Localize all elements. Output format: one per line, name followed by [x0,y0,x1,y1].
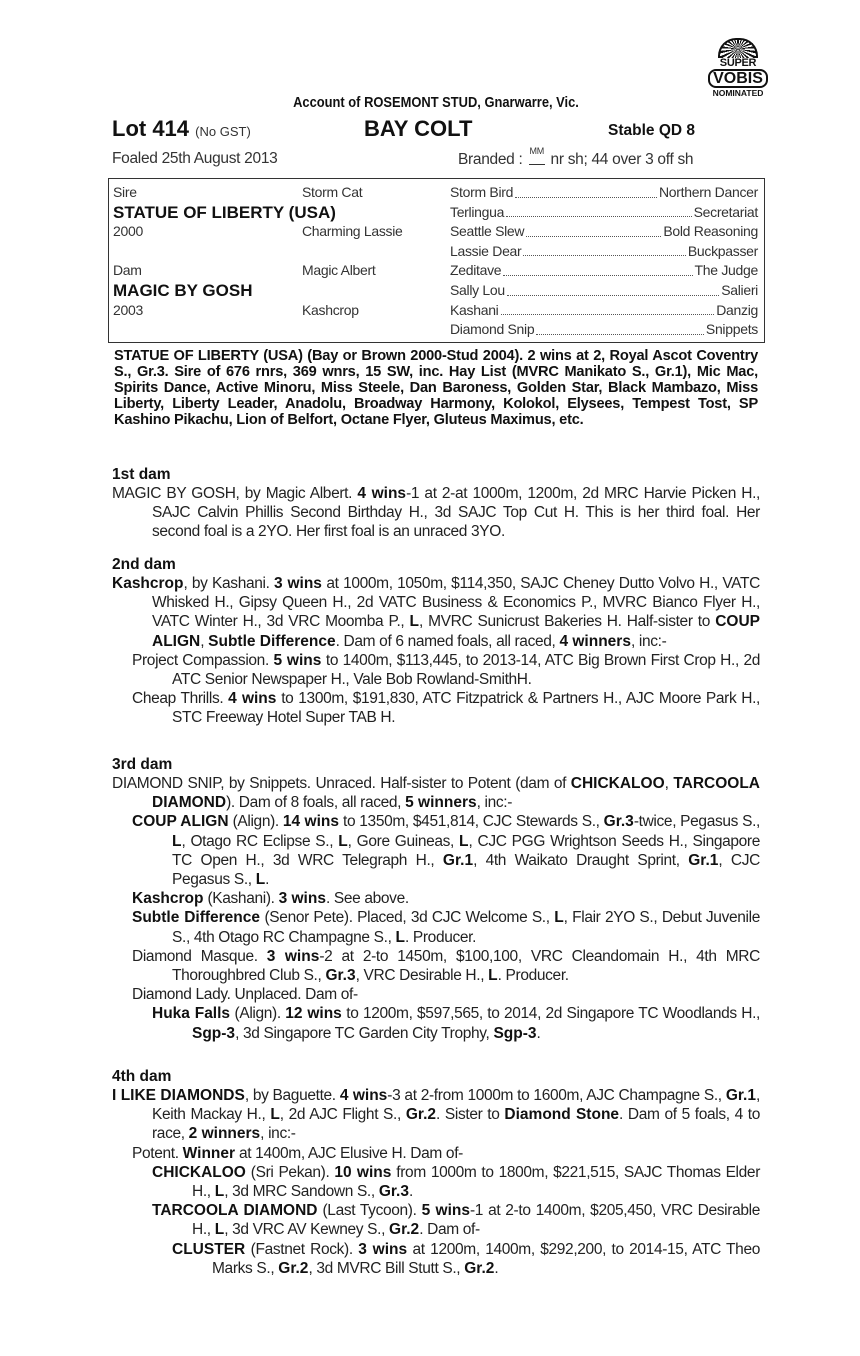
text: Cheap Thrills. [132,690,229,708]
brand-mark-icon [529,150,545,165]
text: ). Dam of 8 foals, all raced, [226,794,406,812]
text: (Fastnet Rock). [245,1240,359,1258]
text: . See above. [325,890,409,908]
text: . Dam of- [419,1221,480,1239]
bold-text: L [395,928,405,946]
horse-description: BAY COLT [364,116,473,141]
bold-text: Gr.3 [378,1183,409,1201]
logo-line-3: NOMINATED [712,88,764,98]
grandparent-row [450,222,758,242]
sire-summary: STATUE OF LIBERTY (USA) (Bay or Brown 2000-Stud 2004). 2 wins at 2, Royal Ascot Coventry S., Gr.3. Sire of 676 rnrs, 369 wnrs, 15 SW, inc. Hay List (MVRC Manikato S., Gr.1), Mic Mac, Spirits Dance, Active Minoru, Miss Steele, Dan Baroness, Golden Star, Black Mambazo, Miss Liberty, Liberty Leader, Anadolu, Broadway Harmony, Kolokol, Elysees, Tempest Tost, SP Kashino Pikachu, Lion of Belfort, Octane Flyer, Gluteus Maximus, etc. [114,348,758,428]
stable-location: Stable QD 8 [608,122,695,139]
dot-leader [526,222,661,237]
bold-text: 4 winners [559,632,631,650]
text: , 3d MRC Sandown S., [224,1183,379,1201]
bold-text: Sgp-3 [192,1024,236,1042]
pedigree-entry [112,908,760,946]
bold-text: 14 wins [282,813,339,831]
great-grandsire-name: Northern Dancer [659,184,758,200]
text: . Dam of 6 named foals, all raced, [335,632,560,650]
dot-leader [501,301,715,316]
text: . Sister to [436,1106,505,1124]
dam-sire: Magic Albert [302,262,376,278]
grandparent-row [450,301,758,321]
bold-text: Gr.2 [389,1221,420,1239]
grandparent-row [450,203,758,223]
bold-text: Gr.2 [405,1106,437,1124]
text: , 4th Waikato Draught Sprint, [473,851,689,869]
lot-gst-note: (No GST) [195,124,251,139]
text: to 1350m, $451,814, CJC Stewards S., [338,813,604,831]
text: to 1400m, $113,445, to 2013-14, ATC Big Brown First Crop H., 2d ATC Senior Newspaper H., Vale Bob Rowland-SmithH. [172,651,760,689]
text: Potent. [132,1144,183,1162]
text: , Keith Mackay H., [152,1087,760,1124]
grandparent-row [450,261,758,281]
bold-text: CHICKALOO [570,775,665,792]
text: , Flair 2YO S., Debut Juvenile S., 4th Otago RC Champagne S., [172,909,760,946]
pedigree-entry [112,812,760,889]
dam-dam: Kashcrop [302,302,359,318]
bold-text: Winner [182,1144,236,1162]
bold-text: 5 winners [405,794,477,812]
logo-line-2: VOBIS [708,69,768,88]
text: -1 at 2-at 1000m, 1200m, 2d MRC Harvie Picken H., SAJC Calvin Phillis Second Birthday H., 3d SAJC Top Cut H. This is her third foal. Her second foal is a 2YO. Her first foal is an unraced 3YO. [152,485,760,541]
pedigree-entry [112,889,760,908]
bold-text: 10 wins [334,1163,392,1181]
section-heading: 3rd dam [112,756,173,773]
bold-text: 3 wins [278,890,326,908]
vendor-account: Account of ROSEMONT STUD, Gnarwarre, Vic. [293,94,579,111]
great-grandsire-name: The Judge [694,262,758,279]
sire-name: STATUE OF LIBERTY (USA) [113,203,336,222]
bold-text: L [255,871,266,889]
text: , 2d AJC Flight S., [279,1106,406,1124]
logo-line-1: SUPER [719,57,757,69]
pedigree-entry [112,774,760,812]
bold-text: TARCOOLA DIAMOND [152,1202,318,1220]
bold-text: 3 wins [358,1240,408,1258]
text: , inc:- [476,794,513,812]
text: , inc:- [260,1125,296,1143]
dot-leader [515,183,657,198]
bold-text: COUP ALIGN [152,613,760,650]
branded-text: nr sh; 44 over 3 off sh [550,151,694,168]
sun-emblem-icon [718,38,758,58]
dam-year: 2003 [113,302,143,318]
brand-info [458,150,693,169]
dam-section [112,465,760,542]
dam-section [112,1067,760,1278]
bold-text: L [409,613,419,631]
pedigree-entry [112,947,760,985]
text: . Producer. [497,967,569,985]
bold-text: Kashcrop [132,890,204,908]
dam-label: Dam [113,262,142,278]
text: , by Kashani. [183,575,275,592]
text: . [494,1259,499,1277]
grandparent-name: Kashani [450,301,499,318]
section-heading: 1st dam [112,466,171,483]
bold-text: L [214,1221,225,1239]
bold-text: 12 wins [285,1005,342,1023]
dam-name: MAGIC BY GOSH [113,281,253,300]
text: . [265,871,270,889]
bold-text: 5 wins [273,651,322,669]
pedigree-entry [112,1004,760,1042]
grandparent-name: Sally Lou [450,282,505,298]
grandparent-row [450,281,758,301]
bold-text: CHICKALOO [152,1163,246,1181]
text: , VRC Desirable H., [355,967,489,985]
pedigree-entry [112,484,760,542]
bold-text: Subtle Difference [132,909,261,927]
text: , by Baguette. [244,1087,340,1104]
text: (Align). [230,1005,286,1023]
section-heading: 4th dam [112,1068,172,1085]
text: MAGIC BY GOSH, by Magic Albert. [112,485,358,502]
grandparent-row [450,242,758,262]
bold-text: L [488,967,498,985]
text: (Sri Pekan). [245,1163,335,1181]
grandparent-name: Storm Bird [450,184,514,200]
text: , MVRC Sunicrust Bakeries H. Half-sister to [418,613,716,631]
dam-section [112,755,760,1043]
text: Diamond Lady. Unplaced. Dam of- [132,986,358,1004]
lot-label: Lot 414 [112,116,190,141]
dot-leader [506,203,691,218]
text: , inc:- [630,632,667,650]
pedigree-entry [112,1201,760,1239]
bold-text: L [270,1106,280,1124]
bold-text: L [554,909,564,927]
bold-text: 4 wins [228,690,277,708]
pedigree-entry [112,574,760,651]
bold-text: 4 wins [357,485,407,502]
great-grandsire-name: Secretariat [693,203,758,220]
text: DIAMOND SNIP, by Snippets. Unraced. Half-sister to Potent (dam of [112,775,571,792]
text: from 1000m to 1800m, $221,515, SAJC Thomas Elder H., [192,1163,760,1201]
text: , 3d VRC AV Kewney S., [224,1221,390,1239]
text: , 3d Singapore TC Garden City Trophy, [235,1024,494,1042]
grandparent-name: Terlingua [450,203,505,220]
bold-text: 3 wins [274,575,322,592]
text: -2 at 2-to 1450m, $100,100, VRC Cleandomain H., 4th MRC Thoroughbred Club S., [172,947,760,985]
text: to 1300m, $191,830, ATC Fitzpatrick & Partners H., AJC Moore Park H., STC Freeway Hotel Super TAB H. [172,690,760,727]
bold-text: 3 wins [266,947,320,965]
text: to 1200m, $597,565, to 2014, 2d Singapore TC Woodlands H., [341,1005,760,1023]
text: at 1400m, AJC Elusive H. Dam of- [235,1144,463,1162]
branded-label: Branded : [458,151,523,168]
grandparent-name: Lassie Dear [450,242,522,259]
bold-text: Diamond Stone [504,1106,620,1124]
pedigree-entry [112,1240,760,1278]
bold-text: Gr.1 [688,851,719,869]
bold-text: 4 wins [339,1087,388,1104]
foaled-date: Foaled 25th August 2013 [112,150,278,167]
great-grandsire-name: Salieri [721,282,758,298]
text: (Last Tycoon). [317,1202,422,1220]
text: , 3d MVRC Bill Stutt S., [308,1259,465,1277]
grandparent-name: Zeditave [450,262,502,279]
pedigree-table [108,178,765,343]
sire-year: 2000 [113,223,143,239]
text: , Gore Guineas, [347,832,460,850]
text: . Dam of 5 foals, 4 to race, [152,1106,760,1143]
pedigree-entry [112,689,760,727]
bold-text: CLUSTER [172,1240,246,1258]
pedigree-entry [112,985,760,1004]
text: -3 at 2-from 1000m to 1600m, AJC Champagne S., [387,1087,726,1104]
grandparent-name: Diamond Snip [450,321,535,338]
text: . [408,1183,413,1201]
text: , CJC PGG Wrightson Seeds H., Singapore TC Open H., 3d WRC Telegraph H., [172,832,761,869]
great-grandsire-name: Buckpasser [687,242,758,259]
dot-leader [523,242,685,257]
bold-text: L [459,832,469,850]
bold-text: Sgp-3 [493,1024,537,1042]
dot-leader [507,281,719,296]
grandparent-row [450,183,758,203]
text: , CJC Pegasus S., [172,851,760,889]
text: , Otago RC Eclipse S., [181,832,339,850]
text: (Align). [228,813,283,831]
text: , [664,775,674,792]
text: at 1000m, 1050m, $114,350, SAJC Cheney Dutto Volvo H., VATC Whisked H., Gipsy Queen H., 2d VATC Business & Economics P., MVRC Bianco Flyer H., VATC Winter H., 3d VRC Moomba P., [152,575,760,631]
text: -1 at 2-to 1400m, $205,450, VRC Desirable H., [192,1202,760,1239]
sire-dam: Charming Lassie [302,223,403,239]
text: . [536,1024,541,1042]
grandparent-row [450,320,758,340]
bold-text: 5 wins [421,1202,470,1220]
pedigree-entry [112,651,760,689]
pedigree-entry [112,1086,760,1144]
great-grandsire-name: Bold Reasoning [663,223,758,240]
text: Diamond Masque. [132,947,267,965]
bold-text: Kashcrop [112,575,184,592]
text: at 1200m, 1400m, $292,200, to 2014-15, ATC Theo Marks S., [212,1240,760,1277]
bold-text: L [172,832,182,850]
bold-text: 2 winners [188,1125,261,1143]
grandparent-name: Seattle Slew [450,223,525,240]
bold-text: Gr.1 [725,1087,756,1104]
text: . Producer. [404,928,477,946]
bold-text: Subtle Difference [208,632,336,650]
bold-text: Gr.2 [464,1259,495,1277]
dot-leader [536,320,704,335]
bold-text: L [338,832,348,850]
pedigree-entry [112,1163,760,1201]
text: Project Compassion. [132,651,274,669]
bold-text: COUP ALIGN [132,813,229,831]
great-grandsire-name: Danzig [716,301,758,318]
text: (Senor Pete). Placed, 3d CJC Welcome S., [260,909,555,927]
bold-text: TARCOOLA DIAMOND [152,775,760,812]
text: -twice, Pegasus S., [633,813,760,831]
dot-leader [503,261,692,276]
bold-text: Huka Falls [152,1005,231,1023]
bold-text: Gr.1 [442,851,474,869]
sire-label: Sire [113,184,137,200]
bold-text: I LIKE DIAMONDS [112,1087,245,1104]
text: , [200,632,209,650]
bold-text: Gr.3 [603,813,634,831]
bold-text: Gr.3 [325,967,356,985]
dam-section [112,555,760,728]
great-grandsire-name: Snippets [705,321,758,338]
section-heading: 2nd dam [112,556,176,573]
bold-text: Gr.2 [278,1259,309,1277]
pedigree-entry [112,1144,760,1163]
bold-text: L [214,1183,225,1201]
lot-number [112,116,251,142]
super-vobis-nominated-logo [700,38,776,98]
text: (Kashani). [203,890,279,908]
sire-sire: Storm Cat [302,184,363,200]
